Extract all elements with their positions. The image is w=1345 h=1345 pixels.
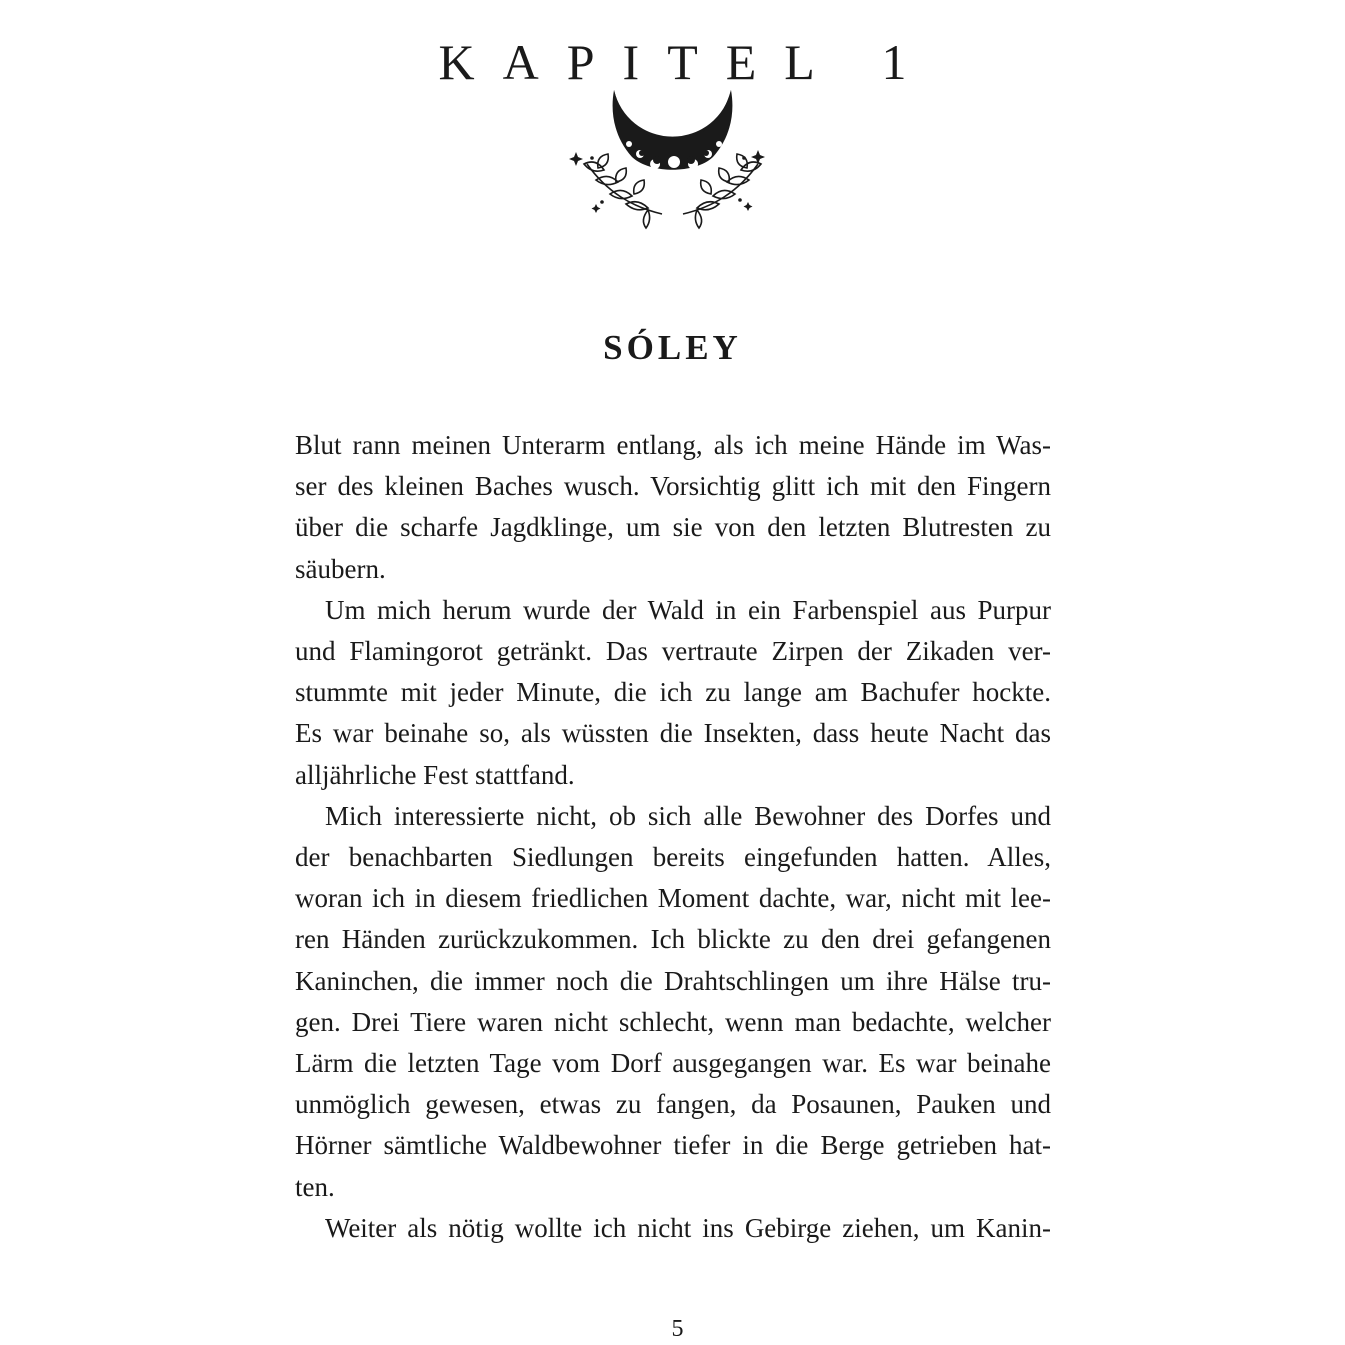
text-line: Mich interessierte nicht, ob sich alle Bewohner des Dorfes und [325, 800, 1051, 831]
text-line: Um mich herum wurde der Wald in ein Farbenspiel aus Purpur [325, 594, 1051, 625]
text-line: Es war beinahe so, als wüssten die Insekten, dass heute Nacht das [295, 718, 1051, 749]
text-line: Kaninchen, die immer noch die Drahtschlingen um ihre Hälse tru- [295, 965, 1051, 996]
page-number: 5 [671, 1316, 684, 1342]
paragraph [295, 1208, 1051, 1249]
paragraph [295, 796, 1051, 1208]
text-line: über die scharfe Jagdklinge, um sie von den letzten Blutresten zu [295, 512, 1051, 543]
text-line: ser des kleinen Baches wusch. Vorsichtig glitt ich mit den Fingern [295, 471, 1051, 502]
text-line: Hörner sämtliche Waldbewohner tiefer in die Berge getrieben hat- [295, 1130, 1051, 1161]
text-line: stummte mit jeder Minute, die ich zu lange am Bachufer hockte. [295, 677, 1051, 708]
paragraph [295, 425, 1051, 590]
text-line: säubern. [295, 553, 386, 584]
chapter-heading: KAPITEL 1 [438, 33, 935, 90]
text-line: der benachbarten Siedlungen bereits eingefunden hatten. Alles, [295, 842, 1051, 873]
text-line: gen. Drei Tiere waren nicht schlecht, wenn man bedachte, welcher [295, 1006, 1051, 1037]
body-text [295, 425, 1051, 1249]
paragraph [295, 590, 1051, 796]
text-line: Lärm die letzten Tage vom Dorf ausgegangen war. Es war beinahe [295, 1048, 1051, 1079]
text-line: Weiter als nötig wollte ich nicht ins Gebirge ziehen, um Kanin- [325, 1212, 1051, 1243]
text-line: unmöglich gewesen, etwas zu fangen, da Posaunen, Pauken und [295, 1089, 1051, 1120]
character-name-heading: SÓLEY [603, 328, 742, 368]
text-line: ten. [295, 1171, 335, 1202]
crescent-moon-laurel-icon [562, 82, 783, 232]
text-line: ren Händen zurückzukommen. Ich blickte zu den drei gefangenen [295, 924, 1051, 955]
text-line: und Flamingorot getränkt. Das vertraute Zirpen der Zikaden ver- [295, 636, 1051, 667]
text-line: alljährliche Fest stattfand. [295, 759, 575, 790]
text-line: woran ich in diesem friedlichen Moment dachte, war, nicht mit lee- [295, 883, 1051, 914]
text-line: Blut rann meinen Unterarm entlang, als ich meine Hände im Was- [295, 430, 1051, 460]
